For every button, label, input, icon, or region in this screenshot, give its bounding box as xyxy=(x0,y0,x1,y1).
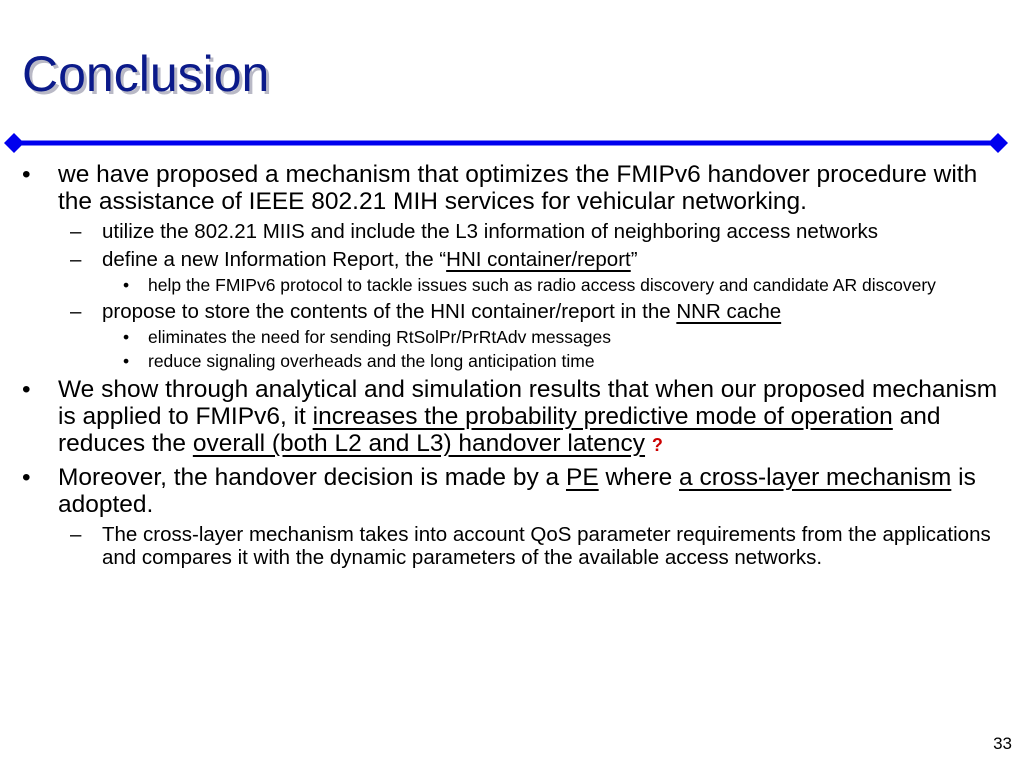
hni-container-report-text: HNI container/report xyxy=(446,248,631,271)
sub-sub-bullet-item: • reduce signaling overheads and the long anticipation time xyxy=(123,351,595,371)
cross-layer-mechanism-text: a cross-layer mechanism xyxy=(679,464,952,491)
bullet-item: • We show through analytical and simulation results that when our proposed mechanism is applied to FMIPv6, it increases the probability predictive mode of operation and reduces the overall (both L2 and L3) handover latency ? xyxy=(22,376,998,457)
sub-bullet-item: – The cross-layer mechanism takes into account QoS parameter requirements from the applications and compares it with the dynamic parameters of the available access networks. xyxy=(70,523,991,569)
bullet-item: • Moreover, the handover decision is made by a PE where a cross-layer mechanism is adopted. xyxy=(22,464,976,518)
handover-latency-text: overall (both L2 and L3) handover latency xyxy=(192,430,646,457)
title-divider xyxy=(0,131,1024,155)
slide-title: Conclusion xyxy=(22,46,270,102)
sub-bullet-item: – utilize the 802.21 MIIS and include the L3 information of neighboring access networks xyxy=(70,220,879,243)
sub-sub-bullet-item: • eliminates the need for sending RtSolPr/PrRtAdv messages xyxy=(123,327,612,347)
slide-body xyxy=(20,156,1005,569)
predictive-mode-text: increases the probability predictive mode of operation xyxy=(312,403,893,430)
sub-bullet-item: – define a new Information Report, the “HNI container/report” xyxy=(70,248,638,271)
bullet-item: • we have proposed a mechanism that optimizes the FMIPv6 handover procedure with the assistance of IEEE 802.21 MIH services for vehicular networking. xyxy=(22,161,978,215)
question-mark: ? xyxy=(651,435,663,455)
pe-text: PE xyxy=(565,464,599,491)
nnr-cache-text: NNR cache xyxy=(676,300,782,323)
sub-sub-bullet-item: • help the FMIPv6 protocol to tackle issues such as radio access discovery and candidate AR discovery xyxy=(123,275,936,295)
sub-bullet-item: – propose to store the contents of the HNI container/report in the NNR cache xyxy=(70,300,782,323)
page-number: 33 xyxy=(993,734,1012,753)
